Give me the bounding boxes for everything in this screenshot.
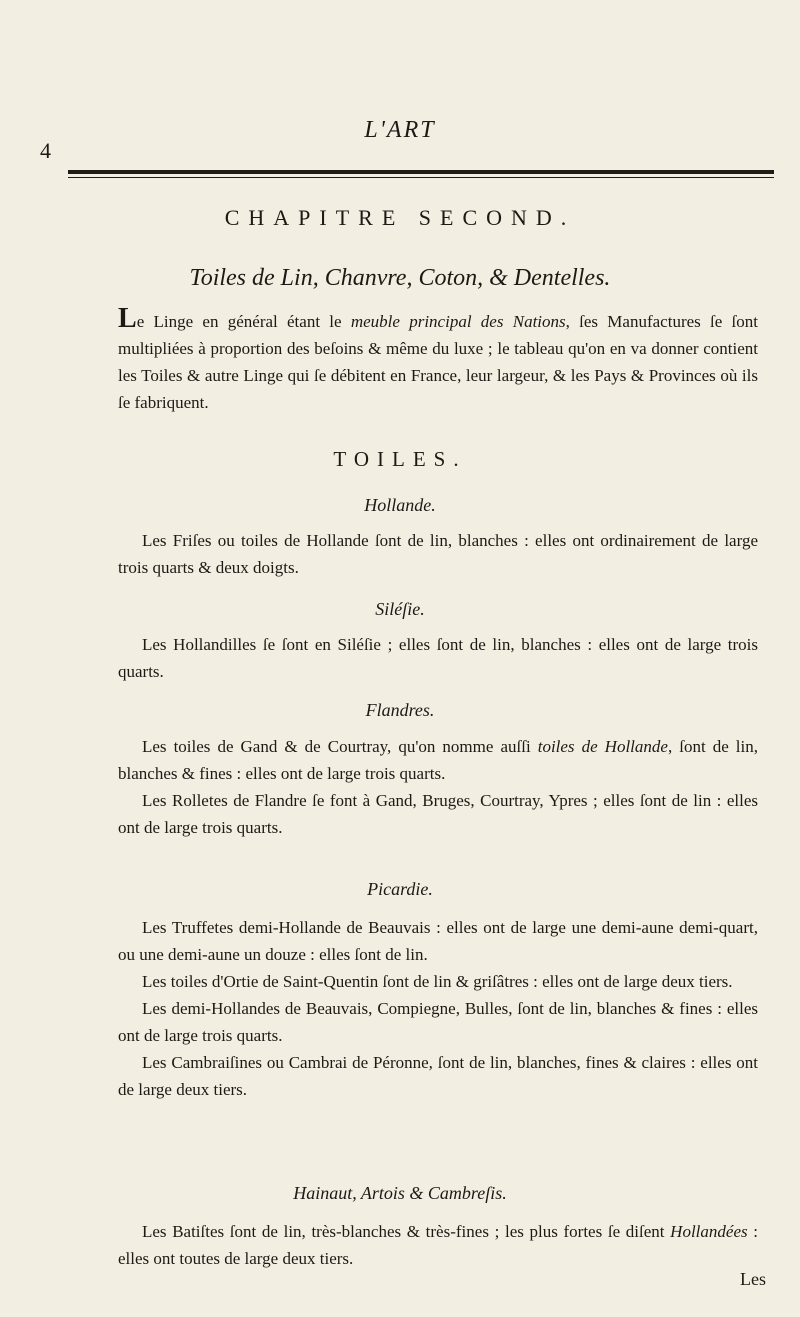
picardie-paragraph-4: Les Cambraiſines ou Cambrai de Péronne, ſont de lin, blanches, fines & claires : elles ont de large deux tiers.	[118, 1053, 758, 1099]
hainaut-p1-after: : elles ont toutes de large deux tiers.	[118, 1222, 758, 1268]
flandres-p1-emphasis: toiles de Hollande	[537, 737, 668, 756]
picardie-paragraph-1: Les Truffetes demi-Hollande de Beauvais : elles ont de large une demi-aune demi-quart, ou une demi-aune un douze : elles ſont de lin.	[118, 918, 758, 964]
intro-paragraph	[118, 303, 759, 416]
subhead-silesie: Siléſie.	[375, 599, 425, 619]
chapter-title: CHAPITRE SECOND.	[224, 205, 576, 230]
subhead-picardie: Picardie.	[367, 879, 433, 899]
hollande-paragraph: Les Friſes ou toiles de Hollande ſont de lin, blanches : elles ont ordinairement de large trois quarts & deux doigts.	[118, 531, 758, 577]
flandres-p1-after: , ſont de lin, blanches & fines : elles ont de large trois quarts.	[118, 737, 758, 783]
picardie-paragraph-2: Les toiles d'Ortie de Saint-Quentin ſont de lin & griſâtres : elles ont de large deux tiers.	[142, 972, 733, 991]
header-rule-thick	[68, 170, 774, 174]
silesie-paragraph: Les Hollandilles ſe ſont en Siléſie ; elles ſont de lin, blanches : elles ont de large trois quarts.	[118, 635, 758, 681]
flandres-paragraph-2: Les Rolletes de Flandre ſe font à Gand, Bruges, Courtray, Ypres ; elles ſont de lin : elles ont de large trois quarts.	[118, 791, 758, 837]
flandres-paragraph-1	[118, 733, 758, 787]
drop-cap: L	[118, 303, 137, 334]
subhead-flandres: Flandres.	[365, 700, 435, 720]
hainaut-block	[118, 1218, 758, 1272]
subhead-hollande: Hollande.	[364, 495, 436, 515]
hainaut-p1-emphasis: Hollandées	[670, 1222, 748, 1241]
intro-emphasis: meuble principal des Nations	[350, 312, 566, 331]
hollande-block	[118, 527, 758, 581]
page-number: 4	[40, 138, 51, 163]
running-head: L'ART	[364, 117, 436, 143]
intro-text-before: e Linge en général étant le	[136, 312, 351, 331]
flandres-p1-before: Les toiles de Gand & de Courtray, qu'on nomme auſſi	[142, 737, 538, 756]
hainaut-paragraph	[118, 1218, 758, 1272]
flandres-block	[118, 733, 758, 841]
picardie-block	[118, 914, 758, 1103]
section-title: TOILES.	[333, 447, 467, 471]
header-rule-thin	[68, 177, 774, 178]
subhead-hainaut: Hainaut, Artois & Cambreſis.	[293, 1183, 507, 1203]
catchword: Les	[740, 1269, 766, 1289]
intro-block	[118, 303, 759, 416]
chapter-subtitle: Toiles de Lin, Chanvre, Coton, & Dentelles.	[189, 265, 611, 291]
picardie-paragraph-3: Les demi-Hollandes de Beauvais, Compiegne, Bulles, ſont de lin, blanches & fines : elles ont de large trois quarts.	[118, 999, 758, 1045]
hainaut-p1-before: Les Batiſtes ſont de lin, très-blanches & très-fines ; les plus fortes ſe diſent	[142, 1222, 671, 1241]
intro-text-after: , ſes Manufactures ſe ſont multipliées à proportion des beſoins & même du luxe ; le tableau qu'on en va donner contient les Toiles & autre Linge qui ſe débitent en France, leur largeur, & les Pays & Provinces où ils ſe fabriquent.	[118, 312, 759, 412]
silesie-block	[118, 631, 758, 685]
